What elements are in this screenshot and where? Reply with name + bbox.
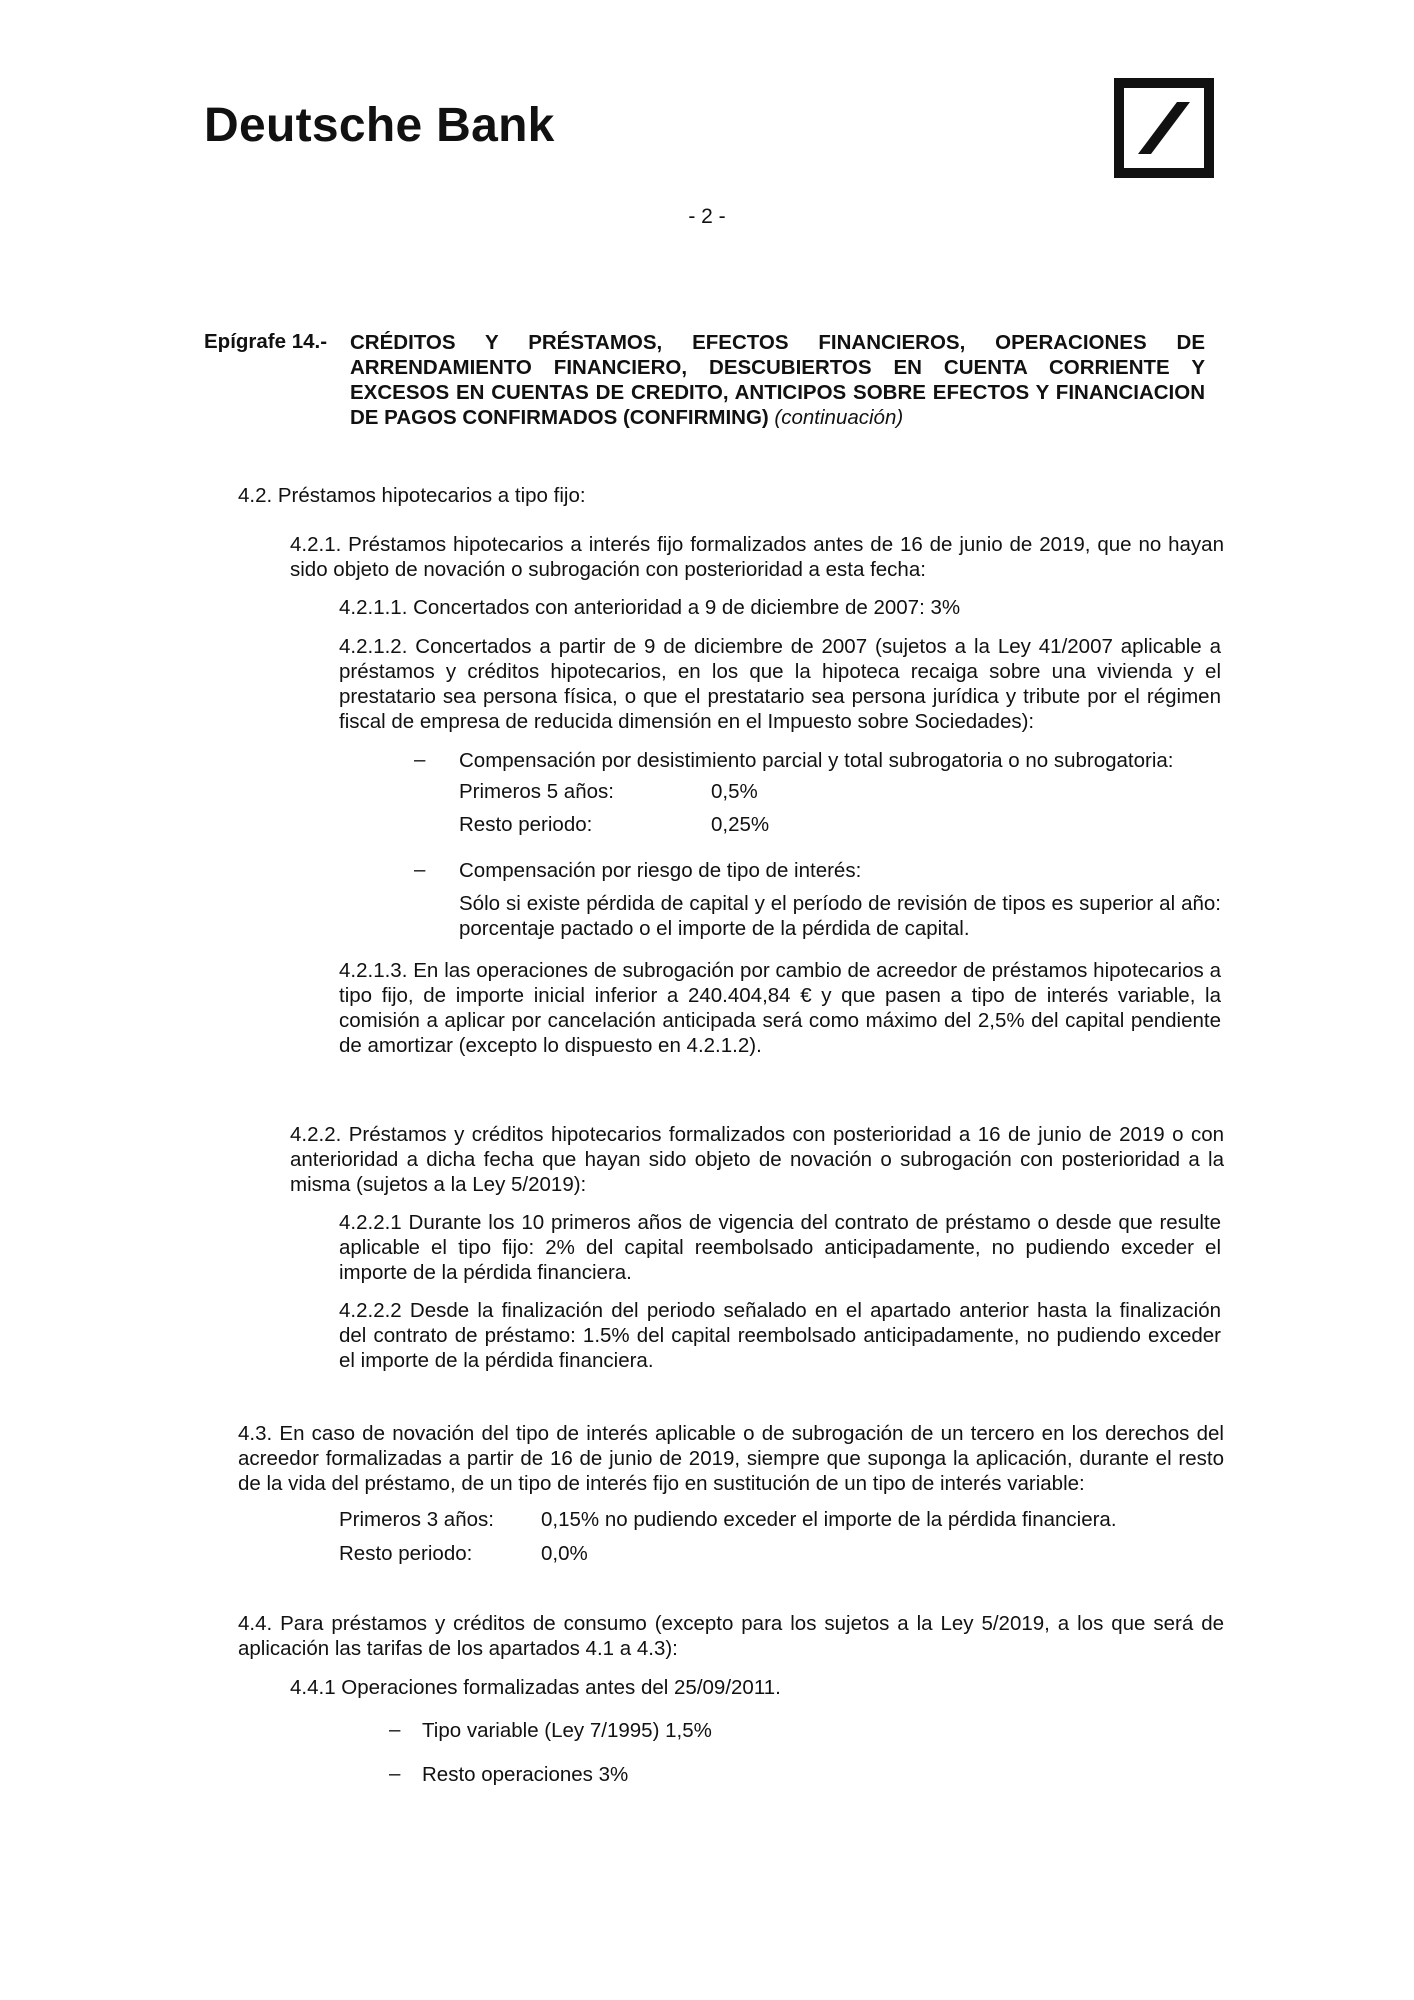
section-label: Epígrafe 14.-: [204, 330, 328, 353]
paragraph-4-2-1-3: 4.2.1.3. En las operaciones de subrogación por cambio de acreedor de préstamos hipotecarios a tipo fijo, de importe inicial inferior a 240.404,84 € y que pasen a tipo de interés variable, la comisión a aplicar por cancelación anticipada será como máximo del 2,5% del capital pendiente de amortizar (excepto lo dispuesto en 4.2.1.2).: [339, 959, 1221, 1057]
paragraph-4-2-1-2: 4.2.1.2. Concertados a partir de 9 de diciembre de 2007 (sujetos a la Ley 41/2007 aplicable a préstamos y créditos hipotecarios, en los que la hipoteca recaiga sobre una vivienda y el prestatario sea persona física, o que el prestatario sea persona jurídica y tribute por el régimen fiscal de empresa de reducida dimensión en el Impuesto sobre Sociedades):: [339, 635, 1221, 733]
section-title-suffix: (continuación): [774, 406, 904, 429]
paragraph-4-2-1-1: 4.2.1.1. Concertados con anterioridad a 9 de diciembre de 2007: 3%: [339, 596, 961, 619]
bullet-compensation-desistimiento: Compensación por desistimiento parcial y total subrogatoria o no subrogatoria:: [459, 749, 1174, 772]
subsection-4-2-title: 4.2. Préstamos hipotecarios a tipo fijo:: [238, 484, 586, 507]
paragraph-4-2-2: 4.2.2. Préstamos y créditos hipotecarios formalizados con posterioridad a 16 de junio de 2019 o con anterioridad a dicha fecha que hayan sido objeto de novación o subrogación con posterioridad a la misma (sujetos a la Ley 5/2019):: [290, 1123, 1224, 1196]
rate-value: 0,5%: [711, 780, 758, 803]
bullet-compensation-riesgo: Compensación por riesgo de tipo de interés:: [459, 859, 862, 882]
rate-label: Primeros 5 años:: [459, 780, 614, 803]
section-title: [350, 330, 1205, 430]
rate-value: 0,15% no pudiendo exceder el importe de la pérdida financiera.: [541, 1508, 1117, 1531]
bullet-dash: –: [414, 858, 426, 881]
bullet-tipo-variable: Tipo variable (Ley 7/1995) 1,5%: [422, 1719, 712, 1742]
paragraph-4-2-2-2: 4.2.2.2 Desde la finalización del periodo señalado en el apartado anterior hasta la finalización del contrato de préstamo: 1.5% del capital reembolsado anticipadamente, no pudiendo exceder el importe de la pérdida financiera.: [339, 1299, 1221, 1372]
section-title-text: CRÉDITOS Y PRÉSTAMOS, EFECTOS FINANCIEROS, OPERACIONES DE ARRENDAMIENTO FINANCIERO, DESCUBIERTOS EN CUENTA CORRIENTE Y EXCESOS EN CUENTAS DE CREDITO, ANTICIPOS SOBRE EFECTOS Y FINANCIACION DE PAGOS CONFIRMADOS (CONFIRMING): [350, 331, 1205, 429]
rate-label: Primeros 3 años:: [339, 1508, 494, 1531]
bullet-dash: –: [389, 1762, 401, 1785]
rate-label: Resto periodo:: [339, 1542, 473, 1565]
paragraph-4-3: 4.3. En caso de novación del tipo de interés aplicable o de subrogación de un tercero en los derechos del acreedor formalizadas a partir de 16 de junio de 2019, siempre que suponga la aplicación, durante el resto de la vida del préstamo, de un tipo de interés fijo en sustitución de un tipo de interés variable:: [238, 1422, 1224, 1495]
paragraph-4-4: 4.4. Para préstamos y créditos de consumo (excepto para los sujetos a la Ley 5/2019, a los que será de aplicación las tarifas de los apartados 4.1 a 4.3):: [238, 1612, 1224, 1660]
rate-value: 0,0%: [541, 1542, 588, 1565]
bullet-compensation-riesgo-text: Sólo si existe pérdida de capital y el período de revisión de tipos es superior al año: porcentaje pactado o el importe de la pérdida de capital.: [459, 892, 1221, 940]
paragraph-4-2-2-1: 4.2.2.1 Durante los 10 primeros años de vigencia del contrato de préstamo o desde que resulte aplicable el tipo fijo: 2% del capital reembolsado anticipadamente, no pudiendo exceder el importe de la pérdida financiera.: [339, 1211, 1221, 1284]
paragraph-4-4-1: 4.4.1 Operaciones formalizadas antes del 25/09/2011.: [290, 1676, 781, 1699]
rate-label: Resto periodo:: [459, 813, 593, 836]
deutsche-bank-logo-icon: [1114, 78, 1214, 178]
bullet-resto-operaciones: Resto operaciones 3%: [422, 1763, 629, 1786]
bullet-dash: –: [389, 1718, 401, 1741]
rate-value: 0,25%: [711, 813, 770, 836]
paragraph-4-2-1: 4.2.1. Préstamos hipotecarios a interés fijo formalizados antes de 16 de junio de 2019, que no hayan sido objeto de novación o subrogación con posterioridad a esta fecha:: [290, 533, 1224, 581]
page-number: - 2 -: [688, 205, 726, 228]
brand-name: Deutsche Bank: [204, 99, 555, 152]
bullet-dash: –: [414, 748, 426, 771]
